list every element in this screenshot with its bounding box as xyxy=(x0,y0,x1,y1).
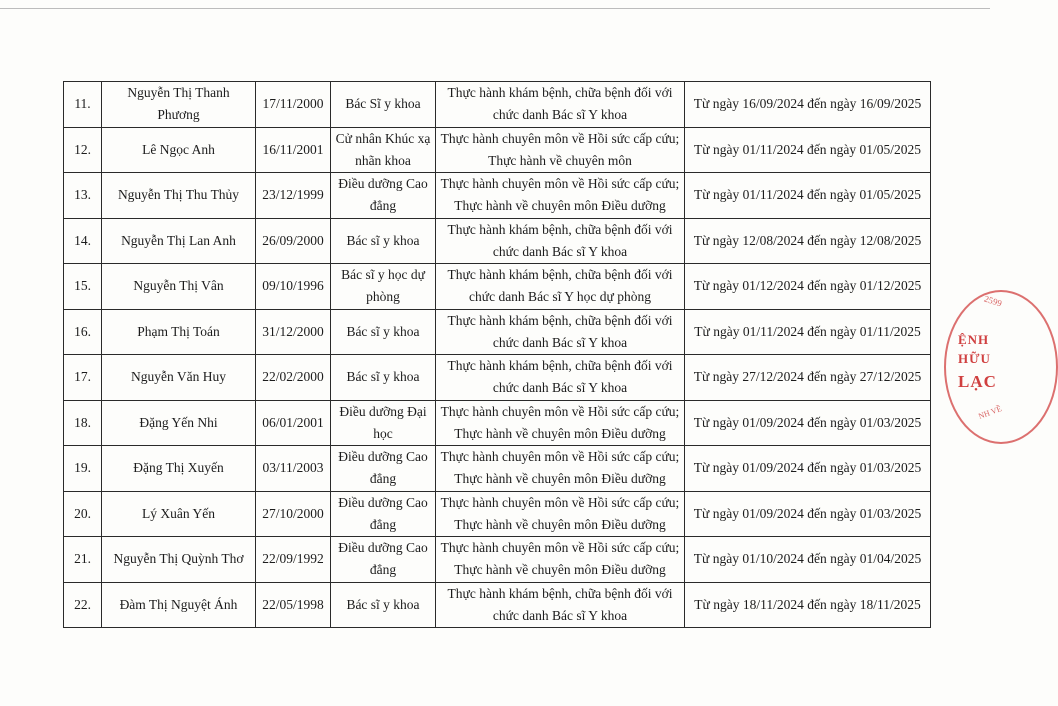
table-row xyxy=(64,309,931,355)
cell-dob: 17/11/2000 xyxy=(256,82,331,128)
cell-title: Điều dưỡng Đại học xyxy=(331,400,436,446)
stamp-text-line3: LẠC xyxy=(958,372,997,391)
table-row xyxy=(64,264,931,310)
cell-name: Đàm Thị Nguyệt Ánh xyxy=(102,582,256,628)
stamp-ring xyxy=(944,290,1058,444)
cell-title: Bác sĩ y khoa xyxy=(331,355,436,401)
cell-content: Thực hành chuyên môn về Hồi sức cấp cứu; Thực hành về chuyên môn Điều dưỡng xyxy=(436,173,685,219)
cell-stt: 12. xyxy=(64,127,102,173)
cell-dob: 03/11/2003 xyxy=(256,446,331,492)
stamp-text-line1: ỆNH xyxy=(958,332,990,347)
cell-name: Đặng Yến Nhi xyxy=(102,400,256,446)
cell-content: Thực hành khám bệnh, chữa bệnh đối với chức danh Bác sĩ Y khoa xyxy=(436,355,685,401)
cell-title: Điều dưỡng Cao đẳng xyxy=(331,173,436,219)
cell-stt: 11. xyxy=(64,82,102,128)
table-row xyxy=(64,173,931,219)
cell-stt: 16. xyxy=(64,309,102,355)
cell-title: Điều dưỡng Cao đẳng xyxy=(331,537,436,583)
cell-title: Cử nhân Khúc xạ nhãn khoa xyxy=(331,127,436,173)
cell-name: Nguyễn Thị Quỳnh Thơ xyxy=(102,537,256,583)
cell-content: Thực hành chuyên môn về Hồi sức cấp cứu; Thực hành về chuyên môn Điều dưỡng xyxy=(436,537,685,583)
table-row xyxy=(64,355,931,401)
table-row xyxy=(64,82,931,128)
cell-content: Thực hành khám bệnh, chữa bệnh đối với chức danh Bác sĩ Y khoa xyxy=(436,218,685,264)
cell-stt: 18. xyxy=(64,400,102,446)
cell-period: Từ ngày 01/09/2024 đến ngày 01/03/2025 xyxy=(685,446,931,492)
cell-title: Bác sĩ y khoa xyxy=(331,218,436,264)
cell-dob: 09/10/1996 xyxy=(256,264,331,310)
trainee-table-body xyxy=(64,82,931,628)
table-row xyxy=(64,582,931,628)
cell-dob: 22/02/2000 xyxy=(256,355,331,401)
cell-name: Nguyễn Văn Huy xyxy=(102,355,256,401)
cell-content: Thực hành khám bệnh, chữa bệnh đối với chức danh Bác sĩ Y khoa xyxy=(436,82,685,128)
table-row xyxy=(64,218,931,264)
table-row xyxy=(64,127,931,173)
cell-period: Từ ngày 01/11/2024 đến ngày 01/05/2025 xyxy=(685,127,931,173)
cell-dob: 06/01/2001 xyxy=(256,400,331,446)
trainee-table xyxy=(63,81,931,628)
cell-stt: 19. xyxy=(64,446,102,492)
cell-dob: 22/09/1992 xyxy=(256,537,331,583)
stamp-number: 2599 xyxy=(982,293,1004,309)
cell-period: Từ ngày 18/11/2024 đến ngày 18/11/2025 xyxy=(685,582,931,628)
cell-dob: 16/11/2001 xyxy=(256,127,331,173)
cell-dob: 27/10/2000 xyxy=(256,491,331,537)
cell-stt: 17. xyxy=(64,355,102,401)
cell-period: Từ ngày 01/09/2024 đến ngày 01/03/2025 xyxy=(685,400,931,446)
cell-name: Đặng Thị Xuyến xyxy=(102,446,256,492)
cell-stt: 20. xyxy=(64,491,102,537)
cell-stt: 22. xyxy=(64,582,102,628)
scan-top-edge-line xyxy=(0,8,990,9)
stamp-bottom-text: NH VỀ xyxy=(977,404,1003,421)
table-row xyxy=(64,491,931,537)
table-row xyxy=(64,537,931,583)
cell-period: Từ ngày 01/11/2024 đến ngày 01/05/2025 xyxy=(685,173,931,219)
cell-content: Thực hành chuyên môn về Hồi sức cấp cứu; Thực hành về chuyên môn Điều dưỡng xyxy=(436,491,685,537)
cell-name: Lê Ngọc Anh xyxy=(102,127,256,173)
cell-dob: 26/09/2000 xyxy=(256,218,331,264)
cell-dob: 22/05/1998 xyxy=(256,582,331,628)
cell-stt: 13. xyxy=(64,173,102,219)
cell-stt: 21. xyxy=(64,537,102,583)
cell-title: Bác sĩ y học dự phòng xyxy=(331,264,436,310)
cell-content: Thực hành chuyên môn về Hồi sức cấp cứu; Thực hành về chuyên môn xyxy=(436,127,685,173)
cell-title: Bác sĩ y khoa xyxy=(331,582,436,628)
cell-stt: 15. xyxy=(64,264,102,310)
cell-name: Nguyễn Thị Thanh Phương xyxy=(102,82,256,128)
cell-name: Nguyễn Thị Vân xyxy=(102,264,256,310)
cell-title: Bác sĩ y khoa xyxy=(331,309,436,355)
cell-period: Từ ngày 27/12/2024 đến ngày 27/12/2025 xyxy=(685,355,931,401)
cell-name: Lý Xuân Yến xyxy=(102,491,256,537)
red-seal-stamp xyxy=(944,290,1054,440)
cell-period: Từ ngày 01/09/2024 đến ngày 01/03/2025 xyxy=(685,491,931,537)
cell-content: Thực hành khám bệnh, chữa bệnh đối với chức danh Bác sĩ Y khoa xyxy=(436,582,685,628)
cell-stt: 14. xyxy=(64,218,102,264)
cell-title: Bác Sĩ y khoa xyxy=(331,82,436,128)
cell-title: Điều dưỡng Cao đẳng xyxy=(331,446,436,492)
stamp-text-line2: HỮU xyxy=(958,351,991,366)
cell-period: Từ ngày 01/11/2024 đến ngày 01/11/2025 xyxy=(685,309,931,355)
cell-period: Từ ngày 12/08/2024 đến ngày 12/08/2025 xyxy=(685,218,931,264)
cell-content: Thực hành khám bệnh, chữa bệnh đối với chức danh Bác sĩ Y khoa xyxy=(436,309,685,355)
cell-period: Từ ngày 01/10/2024 đến ngày 01/04/2025 xyxy=(685,537,931,583)
cell-period: Từ ngày 01/12/2024 đến ngày 01/12/2025 xyxy=(685,264,931,310)
cell-name: Nguyễn Thị Thu Thủy xyxy=(102,173,256,219)
cell-name: Nguyễn Thị Lan Anh xyxy=(102,218,256,264)
cell-content: Thực hành chuyên môn về Hồi sức cấp cứu; Thực hành về chuyên môn Điều dưỡng xyxy=(436,400,685,446)
cell-name: Phạm Thị Toán xyxy=(102,309,256,355)
cell-title: Điều dưỡng Cao đẳng xyxy=(331,491,436,537)
table-row xyxy=(64,446,931,492)
cell-content: Thực hành khám bệnh, chữa bệnh đối với chức danh Bác sĩ Y học dự phòng xyxy=(436,264,685,310)
cell-content: Thực hành chuyên môn về Hồi sức cấp cứu; Thực hành về chuyên môn Điều dưỡng xyxy=(436,446,685,492)
cell-dob: 31/12/2000 xyxy=(256,309,331,355)
table-row xyxy=(64,400,931,446)
cell-dob: 23/12/1999 xyxy=(256,173,331,219)
cell-period: Từ ngày 16/09/2024 đến ngày 16/09/2025 xyxy=(685,82,931,128)
